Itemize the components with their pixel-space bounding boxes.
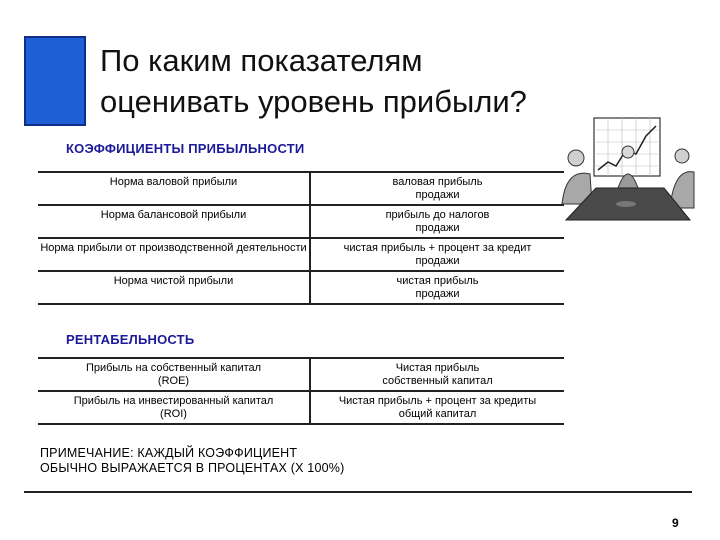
note-text (40, 446, 460, 476)
formula-numerator: Чистая прибыль + процент за кредиты (338, 395, 537, 407)
formula-denominator: продажи (415, 222, 460, 234)
ratio-name (38, 358, 310, 391)
ratio-formula (310, 391, 564, 424)
ratio-abbreviation: (ROE) (157, 375, 190, 387)
slide-title (100, 40, 580, 122)
title-line-1: По каким показателям (100, 43, 423, 78)
note-line-1: ПРИМЕЧАНИЕ: КАЖДЫЙ КОЭФФИЦИЕНТ (40, 446, 298, 460)
formula-numerator: валовая прибыль (392, 176, 483, 188)
accent-square (24, 36, 86, 126)
profitability-table (38, 357, 564, 425)
ratio-formula (310, 271, 564, 304)
ratio-formula (310, 238, 564, 271)
formula-denominator: общий капитал (398, 408, 477, 420)
ratio-formula (310, 205, 564, 238)
ratio-name: Норма балансовой прибыли (38, 205, 310, 238)
table-row (38, 238, 564, 271)
page-number: 9 (672, 516, 679, 530)
ratio-formula (310, 358, 564, 391)
ratio-formula (310, 172, 564, 205)
formula-numerator: чистая прибыль (396, 275, 479, 287)
formula-numerator: чистая прибыль + процент за кредит (343, 242, 532, 254)
profit-ratios-table (38, 171, 564, 305)
title-line-2: оценивать уровень прибыли? (100, 84, 527, 119)
note-line-2: ОБЫЧНО ВЫРАЖАЕТСЯ В ПРОЦЕНТАХ (Х 100%) (40, 461, 345, 475)
table-row (38, 205, 564, 238)
formula-denominator: продажи (415, 189, 460, 201)
ratio-abbreviation: (ROI) (160, 408, 187, 420)
formula-denominator: собственный капитал (382, 375, 493, 387)
table-row (38, 172, 564, 205)
table-row (38, 391, 564, 424)
profit-ratios-heading: КОЭФФИЦИЕНТЫ ПРИБЫЛЬНОСТИ (66, 141, 305, 156)
ratio-name: Норма валовой прибыли (38, 172, 310, 205)
footer-divider (24, 491, 692, 493)
ratio-name-line: Прибыль на собственный капитал (85, 362, 262, 374)
profitability-heading: РЕНТАБЕЛЬНОСТЬ (66, 332, 195, 347)
ratio-name (38, 391, 310, 424)
formula-denominator: продажи (415, 288, 460, 300)
formula-numerator: прибыль до налогов (385, 209, 490, 221)
meeting-clipart-icon (556, 108, 696, 230)
ratio-name: Норма прибыли от производственной деятельности (38, 238, 310, 271)
table-row (38, 358, 564, 391)
ratio-name: Норма чистой прибыли (38, 271, 310, 304)
formula-numerator: Чистая прибыль (395, 362, 480, 374)
ratio-name-line: Прибыль на инвестированный капитал (73, 395, 274, 407)
table-row (38, 271, 564, 304)
formula-denominator: продажи (415, 255, 460, 267)
